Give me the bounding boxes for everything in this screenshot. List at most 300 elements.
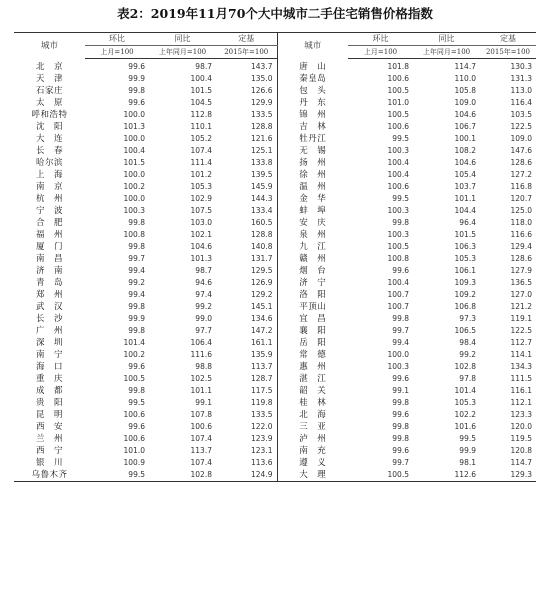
- cell-city-left: 郑 州: [35, 290, 63, 300]
- cell-mom-left: 99.8: [128, 386, 145, 395]
- table-row: [14, 445, 536, 457]
- cell-city-right: 烟 台: [277, 265, 348, 277]
- cell-fixed-right: 127.9: [510, 266, 532, 275]
- cell-city-left: 青 岛: [35, 278, 63, 288]
- cell-yoy-left: 101.2: [190, 170, 212, 179]
- cell-yoy-left: 103.0: [190, 218, 212, 227]
- cell-yoy-right: 99.2: [459, 350, 476, 359]
- cell-mom-right: 100.6: [387, 122, 409, 131]
- cell-yoy-right: 105.3: [454, 254, 476, 263]
- cell-mom-left: 100.4: [123, 146, 145, 155]
- cell-fixed-left: 128.8: [251, 122, 273, 131]
- table-row: [14, 169, 536, 181]
- cell-city-left: 深 圳: [35, 338, 63, 348]
- cell-city-left: 杭 州: [35, 194, 63, 204]
- cell-fixed-left: 145.1: [251, 302, 273, 311]
- cell-city-left: 海 口: [35, 362, 63, 372]
- cell-yoy-left: 104.5: [190, 98, 212, 107]
- cell-fixed-right: 116.4: [510, 98, 532, 107]
- cell-city-left: 太 原: [35, 98, 63, 108]
- cell-mom-left: 100.0: [123, 110, 145, 119]
- cell-yoy-left: 107.5: [190, 206, 212, 215]
- table-row: [14, 373, 536, 385]
- cell-mom-right: 100.3: [387, 362, 409, 371]
- price-index-table: [14, 32, 536, 482]
- cell-fixed-right: 116.1: [510, 386, 532, 395]
- cell-mom-right: 99.1: [392, 386, 409, 395]
- cell-yoy-right: 102.8: [454, 362, 476, 371]
- table-row: [14, 157, 536, 169]
- table-row: [14, 397, 536, 409]
- cell-fixed-right: 147.6: [510, 146, 532, 155]
- cell-mom-right: 99.8: [392, 422, 409, 431]
- cell-yoy-left: 112.8: [190, 110, 212, 119]
- cell-fixed-right: 113.0: [510, 86, 532, 95]
- cell-mom-right: 100.0: [387, 350, 409, 359]
- header-mom-left: 环比: [85, 33, 149, 46]
- cell-yoy-left: 105.3: [190, 182, 212, 191]
- table-row: [14, 265, 536, 277]
- cell-yoy-left: 111.6: [190, 350, 212, 359]
- cell-fixed-right: 121.2: [510, 302, 532, 311]
- header-city-left: 城市: [40, 40, 58, 51]
- table-row: [14, 97, 536, 109]
- cell-yoy-left: 99.2: [195, 302, 212, 311]
- cell-fixed-right: 118.0: [510, 218, 532, 227]
- cell-mom-left: 100.2: [123, 182, 145, 191]
- cell-mom-right: 100.6: [387, 74, 409, 83]
- cell-fixed-left: 126.6: [251, 86, 273, 95]
- cell-city-right: 湛 江: [277, 373, 348, 385]
- table-row: [14, 385, 536, 397]
- header-city-right: 城市: [277, 33, 348, 59]
- cell-city-right: 岳 阳: [277, 337, 348, 349]
- table-row: [14, 421, 536, 433]
- cell-yoy-left: 107.4: [190, 146, 212, 155]
- cell-city-left: 兰 州: [35, 434, 63, 444]
- cell-city-right: 惠 州: [277, 361, 348, 373]
- table-row: [14, 301, 536, 313]
- table-body: [14, 59, 536, 482]
- cell-fixed-right: 120.7: [510, 194, 532, 203]
- cell-mom-right: 99.8: [392, 314, 409, 323]
- cell-city-right: 泸 州: [277, 433, 348, 445]
- cell-city-right: 无 锡: [277, 145, 348, 157]
- cell-city-right: 襄 阳: [277, 325, 348, 337]
- table-row: [14, 229, 536, 241]
- cell-fixed-right: 136.5: [510, 278, 532, 287]
- cell-mom-right: 100.5: [387, 110, 409, 119]
- header-yoy-base-right: 上年同月=100: [413, 46, 480, 59]
- cell-yoy-left: 101.3: [190, 254, 212, 263]
- cell-mom-right: 99.6: [392, 446, 409, 455]
- cell-mom-right: 99.8: [392, 434, 409, 443]
- cell-city-left: 长 春: [35, 146, 63, 156]
- cell-fixed-left: 134.6: [251, 314, 273, 323]
- cell-city-right: 大 理: [277, 469, 348, 482]
- cell-city-left: 银 川: [35, 458, 63, 468]
- cell-yoy-left: 105.2: [190, 134, 212, 143]
- cell-city-right: 常 德: [277, 349, 348, 361]
- cell-mom-left: 100.6: [123, 410, 145, 419]
- cell-mom-left: 99.5: [128, 470, 145, 479]
- table-row: [14, 217, 536, 229]
- cell-mom-left: 99.4: [128, 266, 145, 275]
- cell-fixed-left: 121.6: [251, 134, 273, 143]
- cell-yoy-right: 101.6: [454, 422, 476, 431]
- cell-mom-left: 99.8: [128, 242, 145, 251]
- cell-mom-right: 100.5: [387, 242, 409, 251]
- cell-city-right: 扬 州: [277, 157, 348, 169]
- cell-city-left: 贵 阳: [35, 398, 63, 408]
- cell-city-right: 韶 关: [277, 385, 348, 397]
- cell-yoy-left: 98.7: [195, 266, 212, 275]
- cell-city-right: 洛 阳: [277, 289, 348, 301]
- cell-fixed-left: 126.9: [251, 278, 273, 287]
- cell-yoy-right: 109.3: [454, 278, 476, 287]
- cell-fixed-right: 114.7: [510, 458, 532, 467]
- header-fixed-left: 定基: [216, 33, 277, 46]
- cell-city-right: 唐 山: [277, 59, 348, 74]
- cell-yoy-right: 101.1: [454, 194, 476, 203]
- cell-city-right: 牡丹江: [277, 133, 348, 145]
- cell-fixed-left: 129.2: [251, 290, 273, 299]
- cell-mom-left: 99.7: [128, 254, 145, 263]
- cell-city-left: 石家庄: [35, 86, 63, 96]
- cell-yoy-left: 101.1: [190, 386, 212, 395]
- cell-city-right: 南 充: [277, 445, 348, 457]
- header-row-1: [14, 33, 536, 46]
- cell-yoy-right: 101.4: [454, 386, 476, 395]
- cell-mom-left: 100.5: [123, 374, 145, 383]
- cell-yoy-right: 110.0: [454, 74, 476, 83]
- cell-city-right: 金 华: [277, 193, 348, 205]
- cell-city-left: 天 津: [35, 74, 63, 84]
- cell-yoy-left: 94.6: [195, 278, 212, 287]
- cell-city-right: 平顶山: [277, 301, 348, 313]
- header-fixed-base-right: 2015年=100: [480, 46, 536, 59]
- cell-city-left: 乌鲁木齐: [31, 470, 68, 480]
- cell-mom-right: 100.4: [387, 158, 409, 167]
- cell-mom-right: 99.7: [392, 458, 409, 467]
- cell-yoy-right: 105.8: [454, 86, 476, 95]
- table-row: [14, 133, 536, 145]
- cell-yoy-right: 104.6: [454, 110, 476, 119]
- table-row: [14, 457, 536, 469]
- cell-fixed-left: 133.5: [251, 410, 273, 419]
- cell-yoy-right: 109.2: [454, 290, 476, 299]
- cell-yoy-right: 98.4: [459, 338, 476, 347]
- cell-mom-left: 99.8: [128, 302, 145, 311]
- cell-city-left: 武 汉: [35, 302, 63, 312]
- cell-fixed-right: 103.5: [510, 110, 532, 119]
- cell-mom-left: 100.6: [123, 434, 145, 443]
- cell-yoy-right: 99.9: [459, 446, 476, 455]
- cell-city-right: 泉 州: [277, 229, 348, 241]
- cell-yoy-left: 104.6: [190, 242, 212, 251]
- cell-mom-left: 99.8: [128, 326, 145, 335]
- cell-mom-right: 99.4: [392, 338, 409, 347]
- cell-city-right: 九 江: [277, 241, 348, 253]
- cell-mom-right: 99.6: [392, 266, 409, 275]
- cell-fixed-right: 128.6: [510, 254, 532, 263]
- cell-mom-right: 99.6: [392, 410, 409, 419]
- cell-yoy-right: 106.8: [454, 302, 476, 311]
- table-row: [14, 109, 536, 121]
- cell-city-left: 上 海: [35, 170, 63, 180]
- cell-yoy-left: 102.1: [190, 230, 212, 239]
- cell-city-left: 西 安: [35, 422, 63, 432]
- cell-fixed-left: 122.0: [251, 422, 273, 431]
- table-row: [14, 361, 536, 373]
- cell-fixed-left: 113.6: [251, 458, 273, 467]
- cell-yoy-left: 97.4: [195, 290, 212, 299]
- cell-fixed-left: 128.7: [251, 374, 273, 383]
- cell-yoy-right: 104.4: [454, 206, 476, 215]
- table-row: [14, 325, 536, 337]
- cell-fixed-left: 133.4: [251, 206, 273, 215]
- cell-fixed-right: 120.8: [510, 446, 532, 455]
- cell-yoy-left: 113.7: [190, 446, 212, 455]
- cell-city-right: 丹 东: [277, 97, 348, 109]
- cell-mom-right: 99.8: [392, 398, 409, 407]
- cell-fixed-left: 123.1: [251, 446, 273, 455]
- cell-mom-left: 99.6: [128, 62, 145, 71]
- cell-fixed-right: 109.0: [510, 134, 532, 143]
- cell-city-left: 哈尔滨: [35, 158, 63, 168]
- cell-yoy-right: 106.3: [454, 242, 476, 251]
- cell-yoy-left: 106.4: [190, 338, 212, 347]
- cell-fixed-left: 133.5: [251, 110, 273, 119]
- cell-mom-left: 100.0: [123, 134, 145, 143]
- cell-fixed-left: 119.8: [251, 398, 273, 407]
- cell-fixed-left: 133.8: [251, 158, 273, 167]
- cell-mom-left: 99.5: [128, 398, 145, 407]
- cell-mom-left: 99.6: [128, 422, 145, 431]
- cell-fixed-right: 128.6: [510, 158, 532, 167]
- table-row: [14, 193, 536, 205]
- cell-city-left: 北 京: [35, 61, 63, 72]
- cell-city-right: 三 亚: [277, 421, 348, 433]
- cell-yoy-right: 109.0: [454, 98, 476, 107]
- cell-mom-right: 100.8: [387, 254, 409, 263]
- cell-yoy-left: 98.8: [195, 362, 212, 371]
- cell-fixed-left: 147.2: [251, 326, 273, 335]
- cell-fixed-right: 116.8: [510, 182, 532, 191]
- cell-yoy-left: 107.4: [190, 434, 212, 443]
- cell-fixed-right: 112.1: [510, 398, 532, 407]
- cell-fixed-right: 111.5: [510, 374, 532, 383]
- cell-fixed-right: 131.3: [510, 74, 532, 83]
- cell-fixed-left: 160.5: [251, 218, 273, 227]
- table-row: [14, 277, 536, 289]
- table-row: [14, 121, 536, 133]
- cell-fixed-right: 129.3: [510, 470, 532, 479]
- cell-yoy-right: 101.5: [454, 230, 476, 239]
- cell-yoy-left: 102.5: [190, 374, 212, 383]
- cell-fixed-left: 143.7: [251, 62, 273, 71]
- cell-yoy-right: 106.1: [454, 266, 476, 275]
- cell-city-right: 遵 义: [277, 457, 348, 469]
- table-row: [14, 181, 536, 193]
- cell-fixed-right: 122.5: [510, 326, 532, 335]
- cell-mom-left: 99.6: [128, 98, 145, 107]
- table-row: [14, 205, 536, 217]
- cell-fixed-left: 125.1: [251, 146, 273, 155]
- cell-mom-left: 101.0: [123, 446, 145, 455]
- cell-fixed-right: 120.0: [510, 422, 532, 431]
- table-row: [14, 289, 536, 301]
- page-title: 表2：2019年11月70个大中城市二手住宅销售价格指数: [117, 6, 433, 21]
- cell-fixed-right: 129.4: [510, 242, 532, 251]
- cell-yoy-right: 97.8: [459, 374, 476, 383]
- cell-city-left: 广 州: [35, 326, 63, 336]
- cell-city-left: 南 宁: [35, 350, 63, 360]
- cell-yoy-right: 104.6: [454, 158, 476, 167]
- header-yoy-right: 同比: [413, 33, 480, 46]
- table-row: [14, 409, 536, 421]
- cell-fixed-left: 117.5: [251, 386, 273, 395]
- cell-yoy-right: 103.7: [454, 182, 476, 191]
- cell-fixed-right: 119.5: [510, 434, 532, 443]
- cell-mom-left: 100.2: [123, 350, 145, 359]
- cell-yoy-left: 111.4: [190, 158, 212, 167]
- cell-city-left: 合 肥: [35, 218, 63, 228]
- cell-yoy-left: 101.5: [190, 86, 212, 95]
- cell-city-right: 温 州: [277, 181, 348, 193]
- header-mom-base-left: 上月=100: [85, 46, 149, 59]
- table-row: [14, 469, 536, 482]
- cell-mom-left: 99.4: [128, 290, 145, 299]
- header-fixed-base-left: 2015年=100: [216, 46, 277, 59]
- cell-yoy-right: 96.4: [459, 218, 476, 227]
- cell-mom-right: 100.7: [387, 290, 409, 299]
- header-yoy-left: 同比: [149, 33, 216, 46]
- cell-city-left: 济 南: [35, 266, 63, 276]
- cell-fixed-left: 128.8: [251, 230, 273, 239]
- cell-mom-right: 99.5: [392, 194, 409, 203]
- cell-city-right: 桂 林: [277, 397, 348, 409]
- cell-mom-right: 100.3: [387, 230, 409, 239]
- cell-yoy-right: 105.4: [454, 170, 476, 179]
- cell-mom-left: 99.9: [128, 74, 145, 83]
- cell-city-right: 赣 州: [277, 253, 348, 265]
- cell-city-left: 沈 阳: [35, 122, 63, 132]
- header-mom-right: 环比: [348, 33, 413, 46]
- cell-fixed-right: 119.1: [510, 314, 532, 323]
- cell-mom-right: 100.4: [387, 170, 409, 179]
- cell-city-left: 长 沙: [35, 314, 63, 324]
- cell-city-left: 厦 门: [35, 242, 63, 252]
- cell-city-right: 北 海: [277, 409, 348, 421]
- cell-yoy-right: 108.2: [454, 146, 476, 155]
- cell-city-right: 安 庆: [277, 217, 348, 229]
- cell-yoy-left: 99.0: [195, 314, 212, 323]
- cell-mom-left: 100.9: [123, 458, 145, 467]
- cell-yoy-right: 97.3: [459, 314, 476, 323]
- cell-city-right: 蚌 埠: [277, 205, 348, 217]
- cell-mom-right: 100.5: [387, 470, 409, 479]
- cell-city-left: 成 都: [35, 386, 63, 396]
- cell-mom-right: 100.3: [387, 146, 409, 155]
- cell-mom-right: 101.0: [387, 98, 409, 107]
- cell-mom-right: 99.5: [392, 134, 409, 143]
- cell-city-right: 吉 林: [277, 121, 348, 133]
- cell-yoy-right: 114.7: [454, 62, 476, 71]
- cell-yoy-right: 112.6: [454, 470, 476, 479]
- cell-fixed-left: 144.3: [251, 194, 273, 203]
- table-row: [14, 337, 536, 349]
- cell-yoy-left: 98.7: [195, 62, 212, 71]
- cell-yoy-left: 110.1: [190, 122, 212, 131]
- cell-mom-right: 100.4: [387, 278, 409, 287]
- cell-fixed-right: 134.3: [510, 362, 532, 371]
- cell-city-left: 福 州: [35, 230, 63, 240]
- cell-fixed-left: 113.7: [251, 362, 273, 371]
- cell-city-left: 宁 波: [35, 206, 63, 216]
- cell-mom-left: 100.8: [123, 230, 145, 239]
- cell-fixed-left: 129.9: [251, 98, 273, 107]
- cell-yoy-left: 102.9: [190, 194, 212, 203]
- cell-fixed-right: 114.1: [510, 350, 532, 359]
- cell-yoy-right: 102.2: [454, 410, 476, 419]
- cell-city-right: 锦 州: [277, 109, 348, 121]
- cell-fixed-right: 112.7: [510, 338, 532, 347]
- cell-mom-right: 99.6: [392, 374, 409, 383]
- cell-city-right: 包 头: [277, 85, 348, 97]
- header-mom-base-right: 上月=100: [348, 46, 413, 59]
- cell-fixed-left: 123.9: [251, 434, 273, 443]
- cell-city-left: 呼和浩特: [31, 110, 68, 120]
- cell-yoy-right: 98.1: [459, 458, 476, 467]
- cell-yoy-right: 100.1: [454, 134, 476, 143]
- cell-mom-left: 100.3: [123, 206, 145, 215]
- cell-fixed-right: 125.0: [510, 206, 532, 215]
- cell-yoy-left: 107.8: [190, 410, 212, 419]
- cell-fixed-left: 140.8: [251, 242, 273, 251]
- header-row-2: [14, 46, 536, 59]
- cell-mom-left: 99.9: [128, 314, 145, 323]
- table-row: [14, 253, 536, 265]
- cell-city-right: 徐 州: [277, 169, 348, 181]
- cell-mom-left: 100.0: [123, 194, 145, 203]
- cell-city-right: 济 宁: [277, 277, 348, 289]
- cell-fixed-right: 127.2: [510, 170, 532, 179]
- cell-fixed-left: 124.9: [251, 470, 273, 479]
- cell-fixed-left: 139.5: [251, 170, 273, 179]
- cell-fixed-right: 130.3: [510, 62, 532, 71]
- cell-yoy-left: 99.1: [195, 398, 212, 407]
- cell-mom-left: 101.4: [123, 338, 145, 347]
- cell-fixed-left: 129.5: [251, 266, 273, 275]
- cell-mom-left: 100.0: [123, 170, 145, 179]
- cell-city-right: 宜 昌: [277, 313, 348, 325]
- cell-city-right: 秦皇岛: [277, 73, 348, 85]
- cell-mom-right: 99.7: [392, 326, 409, 335]
- cell-mom-right: 100.3: [387, 206, 409, 215]
- cell-fixed-left: 161.1: [251, 338, 273, 347]
- cell-fixed-left: 135.0: [251, 74, 273, 83]
- cell-mom-left: 99.2: [128, 278, 145, 287]
- cell-yoy-left: 107.4: [190, 458, 212, 467]
- cell-mom-right: 100.7: [387, 302, 409, 311]
- cell-mom-left: 101.3: [123, 122, 145, 131]
- cell-yoy-left: 97.7: [195, 326, 212, 335]
- cell-yoy-left: 100.4: [190, 74, 212, 83]
- table-row: [14, 349, 536, 361]
- cell-fixed-left: 145.9: [251, 182, 273, 191]
- cell-mom-left: 99.6: [128, 362, 145, 371]
